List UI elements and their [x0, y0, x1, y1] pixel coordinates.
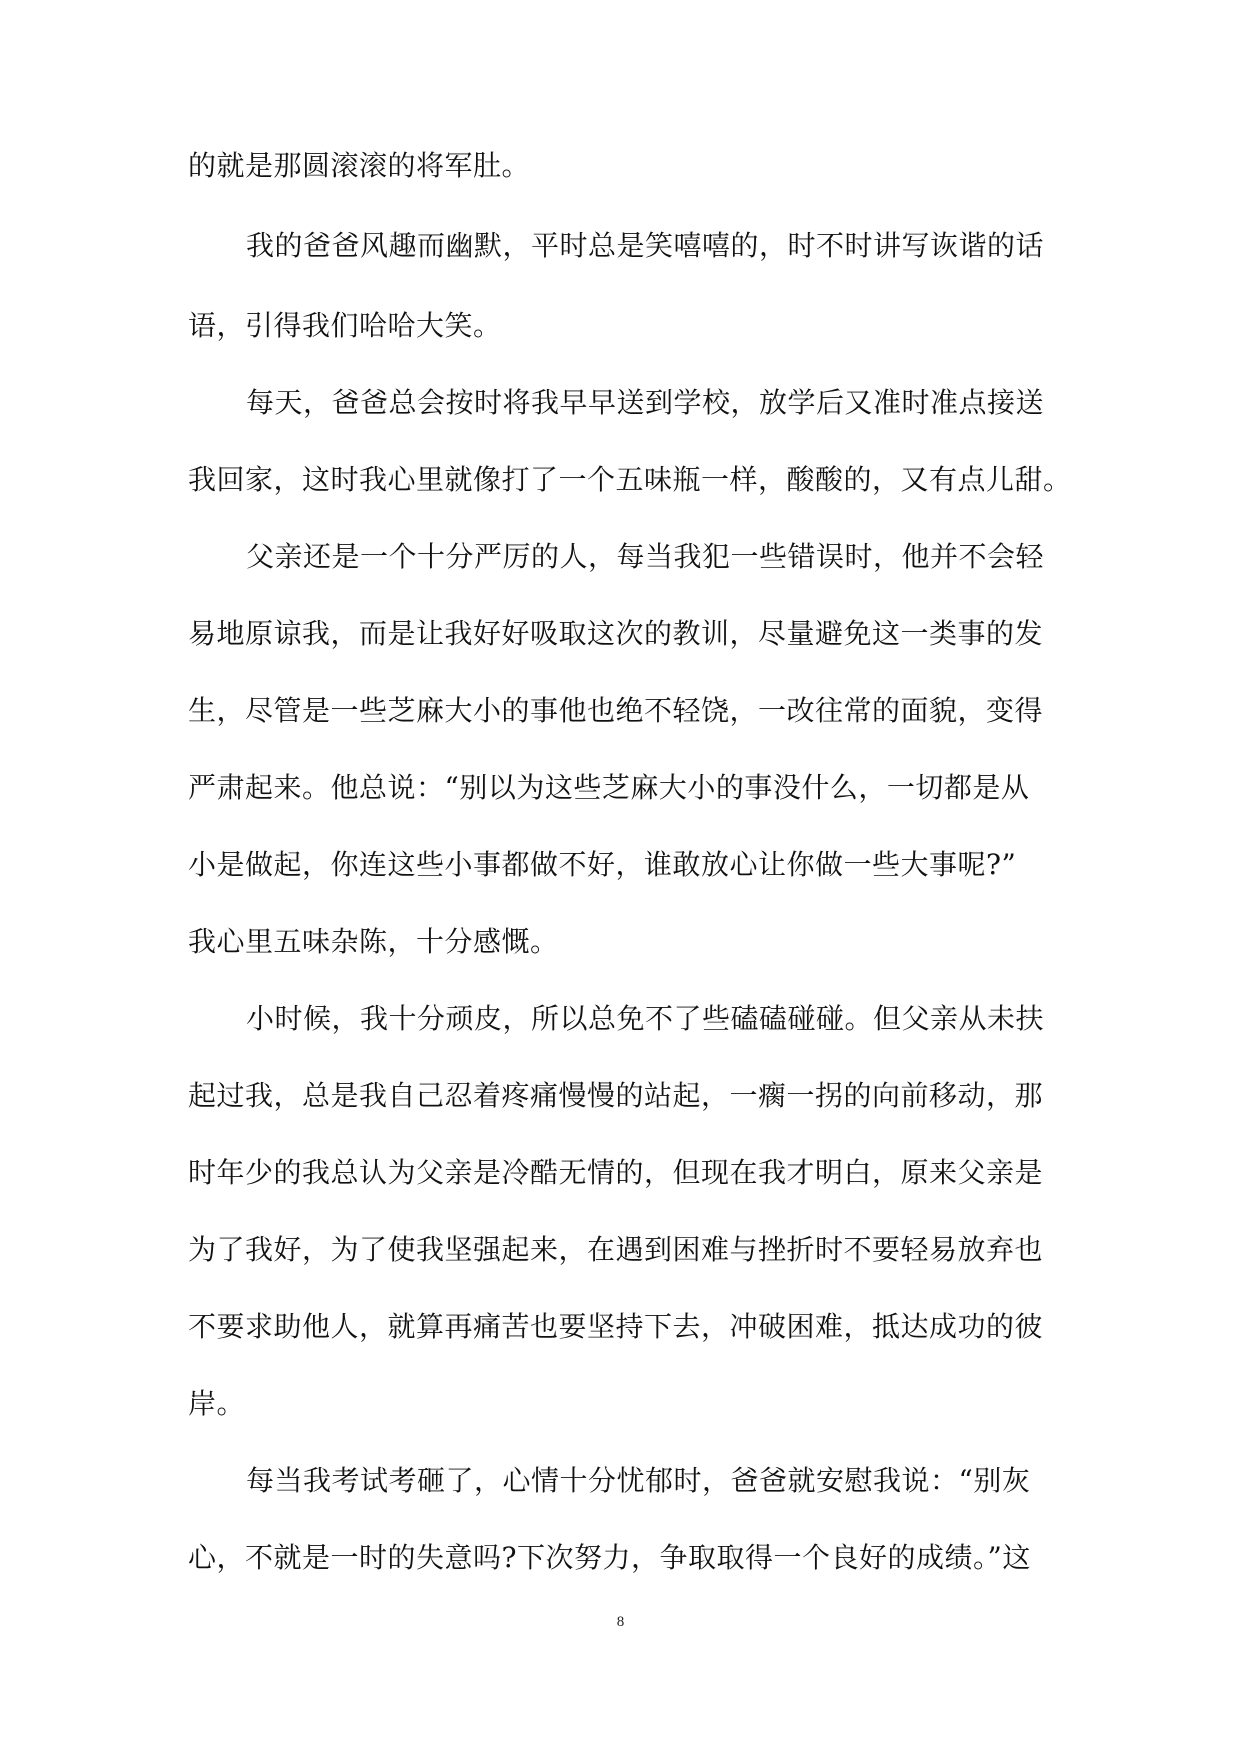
paragraph-first-line: 每天，爸爸总会按时将我早早送到学校，放学后又准时准点接送 — [246, 386, 1045, 419]
text-line: 起过我，总是我自己忍着疼痛慢慢的站起，一瘸一拐的向前移动，那 — [188, 1079, 1044, 1112]
text-line: 岸。 — [188, 1387, 246, 1420]
text-line: 时年少的我总认为父亲是冷酷无情的，但现在我才明白，原来父亲是 — [188, 1156, 1044, 1189]
text-line: 不要求助他人，就算再痛苦也要坚持下去，冲破困难，抵达成功的彼 — [188, 1310, 1044, 1343]
text-line: 为了我好，为了使我坚强起来，在遇到困难与挫折时不要轻易放弃也 — [188, 1233, 1044, 1266]
text-line: 我心里五味杂陈，十分感慨。 — [188, 925, 559, 958]
page-number: 8 — [616, 1614, 625, 1630]
paragraph-first-line: 我的爸爸风趣而幽默，平时总是笑嘻嘻的，时不时讲写诙谐的话 — [246, 229, 1045, 262]
text-line: 严肃起来。他总说：“别以为这些芝麻大小的事没什么，一切都是从 — [188, 771, 1030, 804]
text-line: 我回家，这时我心里就像打了一个五味瓶一样，酸酸的，又有点儿甜。 — [188, 463, 1072, 496]
paragraph-first-line: 每当我考试考砸了，心情十分忧郁时，爸爸就安慰我说：“别灰 — [246, 1464, 1031, 1497]
text-line: 易地原谅我，而是让我好好吸取这次的教训，尽量避免这一类事的发 — [188, 617, 1044, 650]
text-line: 的就是那圆滚滚的将军肚。 — [188, 149, 531, 182]
text-line: 生，尽管是一些芝麻大小的事他也绝不轻饶，一改往常的面貌，变得 — [188, 694, 1044, 727]
text-line: 心，不就是一时的失意吗?下次努力，争取取得一个良好的成绩。”这 — [188, 1541, 1031, 1574]
text-line: 语，引得我们哈哈大笑。 — [188, 309, 502, 342]
paragraph-first-line: 小时候，我十分顽皮，所以总免不了些磕磕碰碰。但父亲从未扶 — [246, 1002, 1045, 1035]
paragraph-first-line: 父亲还是一个十分严厉的人，每当我犯一些错误时，他并不会轻 — [246, 540, 1045, 573]
text-line: 小是做起，你连这些小事都做不好，谁敢放心让你做一些大事呢?” — [188, 848, 1017, 881]
